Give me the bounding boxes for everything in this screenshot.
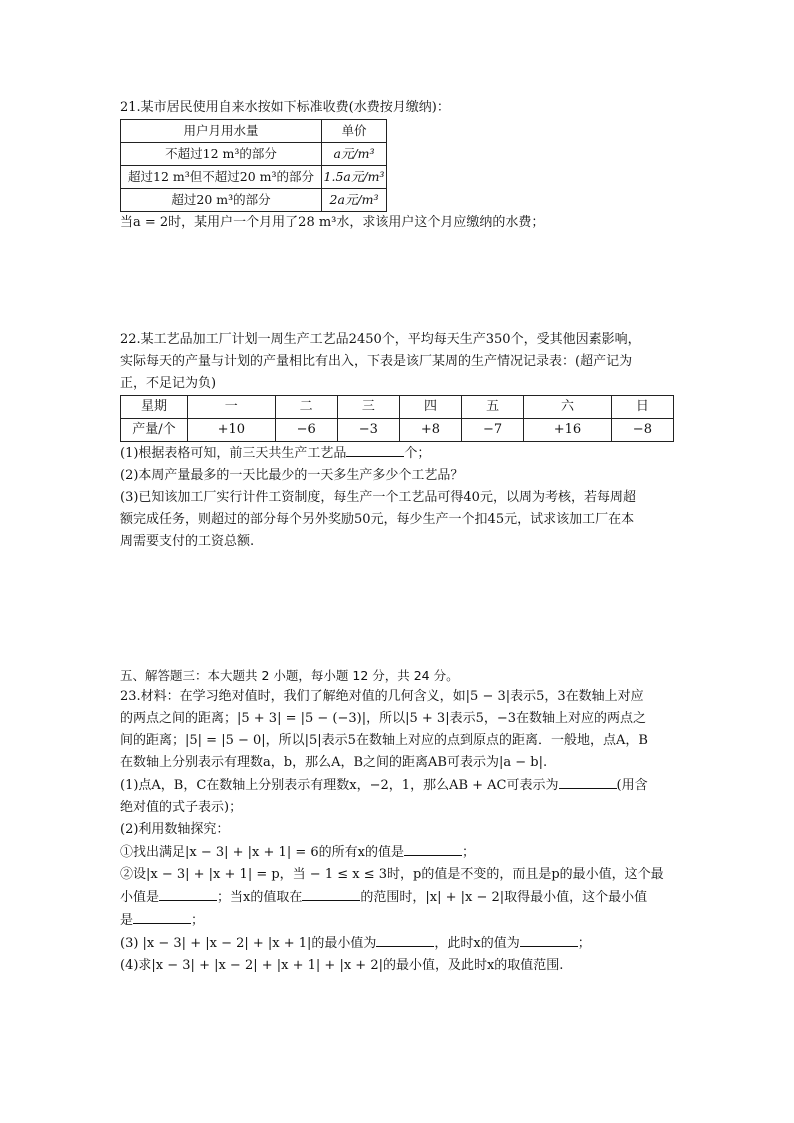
q23-part-1-tail: (用含 <box>616 778 648 793</box>
q22-cell: −3 <box>337 419 399 442</box>
q23-material-line: 23.材料：在学习绝对值时，我们了解绝对值的几何含义，如|5 − 3|表示5，3在数轴上对应 <box>120 689 644 704</box>
q22-cell: −7 <box>462 419 524 442</box>
q23-part-2b-text-c: 的范围时，|x| + |x − 2|取得最小值，这个最小值 <box>360 890 648 905</box>
q21-cell: 2a元/m³ <box>322 189 387 212</box>
q23-part-2b-text-a: 小值是 <box>120 890 160 905</box>
answer-blank <box>404 841 462 856</box>
answer-blank <box>346 442 404 457</box>
q22-part-1-text: (1)根据表格可知，前三天共生产工艺品 <box>120 446 347 461</box>
table-row <box>121 120 387 143</box>
q21-header-usage: 用户月用水量 <box>121 120 322 143</box>
q22-cell: 一 <box>188 396 276 419</box>
q21-price-table <box>120 119 387 212</box>
question-23 <box>120 686 680 977</box>
q23-part-2b-cont <box>120 886 680 909</box>
q22-stem-line: 正，不足记为负) <box>120 376 217 391</box>
table-row <box>121 396 674 419</box>
q23-part-2a-tail: ； <box>461 845 475 860</box>
q23-part-3 <box>120 932 680 955</box>
q23-part-3-text-c: ； <box>577 936 591 951</box>
q21-stem: 21.某市居民使用自来水按如下标准收费(水费按月缴纳)： <box>120 100 450 115</box>
q23-material-line: 在数轴上分别表示有理数a，b，那么A，B之间的距离AB可表示为|a − b|. <box>120 755 548 770</box>
q22-part-3-line: 额完成任务，则超过的部分每个另外奖励50元，每少生产一个扣45元，试求该加工厂在本 <box>120 512 635 527</box>
q23-part-2a <box>120 841 680 864</box>
q22-part-2: (2)本周产量最多的一天比最少的一天多生产多少个工艺品？ <box>120 468 464 483</box>
q23-part-1 <box>120 774 680 797</box>
q22-cell: +16 <box>524 419 612 442</box>
q22-cell: 四 <box>399 396 461 419</box>
q22-cell: 三 <box>337 396 399 419</box>
q22-cell: +8 <box>399 419 461 442</box>
answer-blank <box>302 886 360 901</box>
q22-cell: 五 <box>462 396 524 419</box>
q21-question: 当a = 2时，某用户一个月用了28 m³水，求该用户这个月应缴纳的水费； <box>120 215 545 230</box>
q23-material-line: 的两点之间的距离；|5 + 3| = |5 − (−3)|，所以|5 + 3|表示5，−3在数轴上对应的两点之 <box>120 711 647 726</box>
q22-cell: 六 <box>524 396 612 419</box>
q23-part-4: (4)求|x − 3| + |x − 2| + |x + 1| + |x + 2|的最小值，及此时x的取值范围. <box>120 958 564 973</box>
table-row <box>121 143 387 166</box>
q22-cell: +10 <box>188 419 276 442</box>
q22-cell: 产量/个 <box>121 419 188 442</box>
table-row <box>121 166 387 189</box>
q21-cell: 超过12 m³但不超过20 m³的部分 <box>121 166 322 189</box>
q23-material-line: 间的距离；|5| = |5 − 0|，所以|5|表示5在数轴上对应的点到原点的距离．一般地，点A，B <box>120 733 648 748</box>
answer-blank <box>159 886 217 901</box>
q23-part-3-text-a: (3) |x − 3| + |x − 2| + |x + 1|的最小值为 <box>120 936 377 951</box>
q22-production-table <box>120 395 674 442</box>
q22-cell: 日 <box>611 396 673 419</box>
q22-cell: −8 <box>611 419 673 442</box>
q22-part-1 <box>120 442 680 465</box>
q22-cell: 星期 <box>121 396 188 419</box>
q23-part-2b-text-d: 是 <box>120 913 134 928</box>
question-21 <box>120 97 680 234</box>
table-row <box>121 189 387 212</box>
q21-cell: 1.5a元/m³ <box>322 166 387 189</box>
section-5-heading: 五、解答题三：本大题共 2 小题，每小题 12 分，共 24 分。 <box>120 668 459 683</box>
answer-blank <box>133 909 191 924</box>
q22-part-3-line: 周需要支付的工资总额. <box>120 534 255 549</box>
q23-part-2b: ②设|x − 3| + |x + 1| = p，当 − 1 ≤ x ≤ 3时，p的值是不变的，而且是p的最小值，这个最 <box>120 867 664 882</box>
q22-cell: −6 <box>275 419 337 442</box>
q22-cell: 二 <box>275 396 337 419</box>
q22-stem-line: 22.某工艺品加工厂计划一周生产工艺品2450个，平均每天生产350个，受其他因素影响， <box>120 332 641 347</box>
q21-cell: 不超过12 m³的部分 <box>121 143 322 166</box>
q23-part-3-text-b: ，此时x的值为 <box>434 936 520 951</box>
q23-part-2b-cont2 <box>120 909 680 932</box>
table-row <box>121 419 674 442</box>
q23-part-1-text: (1)点A，B，C在数轴上分别表示有理数x，−2，1，那么AB + AC可表示为 <box>120 778 559 793</box>
q21-cell: 超过20 m³的部分 <box>121 189 322 212</box>
q23-part-2b-text-b: ；当x的值取在 <box>217 890 303 905</box>
q23-part-2: (2)利用数轴探究： <box>120 822 230 837</box>
answer-blank <box>520 932 578 947</box>
question-22 <box>120 329 680 553</box>
answer-blank <box>376 932 434 947</box>
q23-part-2a-text: ①找出满足|x − 3| + |x + 1| = 6的所有x的值是 <box>120 845 404 860</box>
q22-part-3-line: (3)已知该加工厂实行计件工资制度，每生产一个工艺品可得40元，以周为考核，若每周超 <box>120 490 636 505</box>
q23-part-2b-text-e: ； <box>191 913 205 928</box>
q21-cell: a元/m³ <box>322 143 387 166</box>
q21-header-price: 单价 <box>322 120 387 143</box>
q22-part-1-tail: 个； <box>404 446 431 461</box>
q23-part-1-cont: 绝对值的式子表示)； <box>120 800 243 815</box>
answer-blank <box>559 774 617 789</box>
q22-stem-line: 实际每天的产量与计划的产量相比有出入，下表是该厂某周的生产情况记录表：(超产记为 <box>120 354 633 369</box>
